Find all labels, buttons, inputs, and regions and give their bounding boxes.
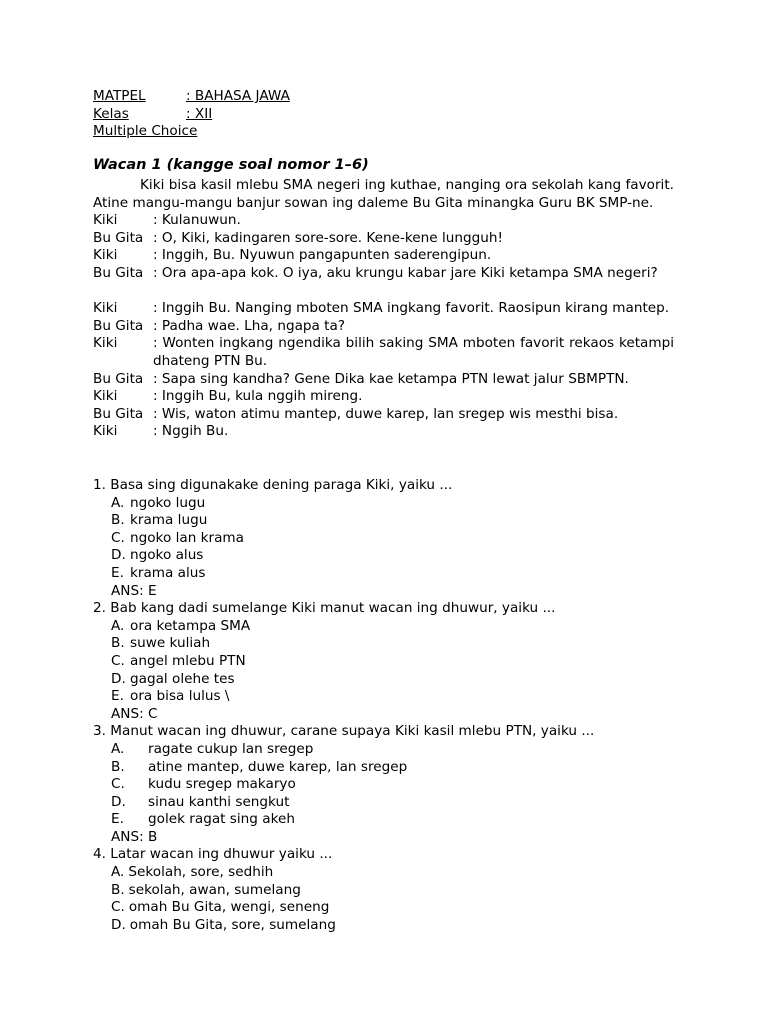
answer-key: ANS: B [111, 828, 158, 845]
matpel-value: : BAHASA JAWA [186, 88, 290, 104]
option-letter: E. [111, 688, 124, 705]
dialog-line [93, 406, 674, 424]
dialog-text: : Wis, waton atimu mantep, duwe karep, lan sregep wis mesthi bisa. [153, 405, 619, 422]
option-letter: C. [111, 652, 125, 669]
dialog-text: : Kulanuwun. [153, 212, 241, 229]
dialog-speaker: Kiki [93, 300, 118, 317]
answer-option [93, 618, 693, 636]
dialog-speaker: Kiki [93, 247, 118, 264]
option-letter: A. [111, 864, 125, 881]
option-letter: E. [111, 811, 124, 828]
option-text: Sekolah, sore, sedhih [128, 864, 274, 881]
dialog-speaker: Bu Gita [93, 229, 144, 246]
answer-key: ANS: C [111, 705, 158, 722]
option-letter: C. [111, 776, 125, 793]
dialog-speaker: Kiki [93, 388, 118, 405]
option-text: ngoko lugu [130, 494, 206, 511]
dialog-text: : Wonten ingkang ngendika bilih saking SMA mboten favorit rekaos ketampi dhateng PTN Bu. [153, 335, 674, 369]
question-text: 1. Basa sing digunakake dening paraga Kiki, yaiku ... [93, 477, 453, 493]
option-text: ora ketampa SMA [130, 617, 251, 634]
option-text: suwe kuliah [130, 635, 211, 652]
option-text: ngoko lan krama [130, 529, 244, 546]
dialog-speaker: Kiki [93, 423, 118, 440]
option-letter: B. [111, 758, 125, 775]
option-text: ragate cukup lan sregep [148, 740, 314, 757]
option-letter: D. [111, 670, 126, 687]
kelas-row [93, 106, 290, 124]
answer-option [93, 547, 693, 565]
document-header [93, 88, 290, 141]
option-letter: A. [111, 617, 125, 634]
dialog-block-b [93, 300, 674, 441]
matpel-label: MATPEL [93, 88, 146, 104]
dialog-line [93, 247, 674, 265]
passage-title: Wacan 1 (kangge soal nomor 1–6) [93, 157, 369, 173]
option-text: ora bisa lulus \ [130, 688, 230, 705]
answer-option [93, 864, 693, 882]
answer-option [93, 530, 693, 548]
kelas-value: : XII [186, 105, 213, 122]
dialog-line [93, 388, 674, 406]
option-letter: D. [111, 547, 126, 564]
dialog-line [93, 371, 674, 389]
dialog-line [93, 318, 674, 336]
passage-intro: Kiki bisa kasil mlebu SMA negeri ing kuthae, nanging ora sekolah kang favorit. Atine mangu-mangu banjur sowan ing daleme Bu Gita minangka Guru BK SMP-ne. [93, 177, 674, 211]
option-text: omah Bu Gita, sore, sumelang [129, 916, 336, 933]
dialog-line [93, 335, 674, 370]
dialog-line [93, 300, 674, 318]
reading-passage [93, 157, 674, 441]
option-text: omah Bu Gita, wengi, seneng [128, 899, 330, 916]
answer-option [93, 759, 693, 777]
answer-option [93, 899, 693, 917]
question-text: 3. Manut wacan ing dhuwur, carane supaya Kiki kasil mlebu PTN, yaiku ... [93, 723, 595, 740]
dialog-speaker: Kiki [93, 335, 118, 352]
answer-option [93, 688, 693, 706]
answer-option [93, 794, 693, 812]
dialog-text: : Nggih Bu. [153, 423, 229, 440]
question-text: 4. Latar wacan ing dhuwur yaiku ... [93, 846, 333, 863]
answer-key: ANS: E [111, 582, 157, 599]
option-text: gagal olehe tes [130, 670, 235, 687]
dialog-speaker: Bu Gita [93, 370, 144, 387]
option-text: krama lugu [130, 512, 208, 529]
dialog-speaker: Bu Gita [93, 317, 144, 334]
question-text: 2. Bab kang dadi sumelange Kiki manut wacan ing dhuwur, yaiku ... [93, 600, 556, 617]
option-letter: C. [111, 899, 125, 916]
dialog-text: : Sapa sing kandha? Gene Dika kae ketampa PTN lewat jalur SBMPTN. [153, 370, 629, 387]
option-text: krama alus [130, 564, 206, 581]
answer-option [93, 653, 693, 671]
kelas-label: Kelas [93, 105, 129, 122]
option-text: sinau kanthi sengkut [148, 793, 290, 810]
dialog-line [93, 423, 674, 441]
dialog-text: : Inggih Bu. Nanging mboten SMA ingkang favorit. Raosipun kirang mantep. [153, 300, 670, 317]
answer-option [93, 495, 693, 513]
question-type: Multiple Choice [93, 123, 198, 140]
option-letter: D. [111, 793, 126, 810]
option-letter: E. [111, 564, 124, 581]
matpel-row [93, 88, 290, 106]
dialog-text: : Inggih, Bu. Nyuwun pangapunten saderengipun. [153, 247, 492, 264]
option-letter: D. [111, 916, 126, 933]
answer-option [93, 671, 693, 689]
dialog-speaker: Kiki [93, 212, 118, 229]
option-letter: A. [111, 740, 125, 757]
dialog-line [93, 230, 674, 248]
option-letter: B. [111, 512, 125, 529]
answer-option [93, 512, 693, 530]
option-text: golek ragat sing akeh [148, 811, 295, 828]
dialog-text: : Padha wae. Lha, ngapa ta? [153, 317, 346, 334]
dialog-text: : Ora apa-apa kok. O iya, aku krungu kabar jare Kiki ketampa SMA negeri? [153, 264, 658, 281]
dialog-text: : Inggih Bu, kula nggih mireng. [153, 388, 363, 405]
dialog-speaker: Bu Gita [93, 405, 144, 422]
option-letter: A. [111, 494, 125, 511]
answer-option [93, 917, 693, 935]
dialog-speaker: Bu Gita [93, 264, 144, 281]
answer-option [93, 882, 693, 900]
option-letter: C. [111, 529, 125, 546]
option-text: ngoko alus [130, 547, 204, 564]
option-letter: B. [111, 881, 125, 898]
option-text: angel mlebu PTN [130, 652, 246, 669]
dialog-text: : O, Kiki, kadingaren sore-sore. Kene-kene lungguh! [153, 229, 503, 246]
question-list [93, 477, 693, 934]
spacer [93, 283, 674, 301]
dialog-line [93, 212, 674, 230]
answer-option [93, 635, 693, 653]
answer-option [93, 565, 693, 583]
option-letter: B. [111, 635, 125, 652]
option-text: atine mantep, duwe karep, lan sregep [148, 758, 408, 775]
dialog-block-a [93, 212, 674, 282]
answer-option [93, 811, 693, 829]
option-text: sekolah, awan, sumelang [128, 881, 301, 898]
answer-option [93, 776, 693, 794]
dialog-line [93, 265, 674, 283]
option-text: kudu sregep makaryo [148, 776, 296, 793]
answer-option [93, 741, 693, 759]
